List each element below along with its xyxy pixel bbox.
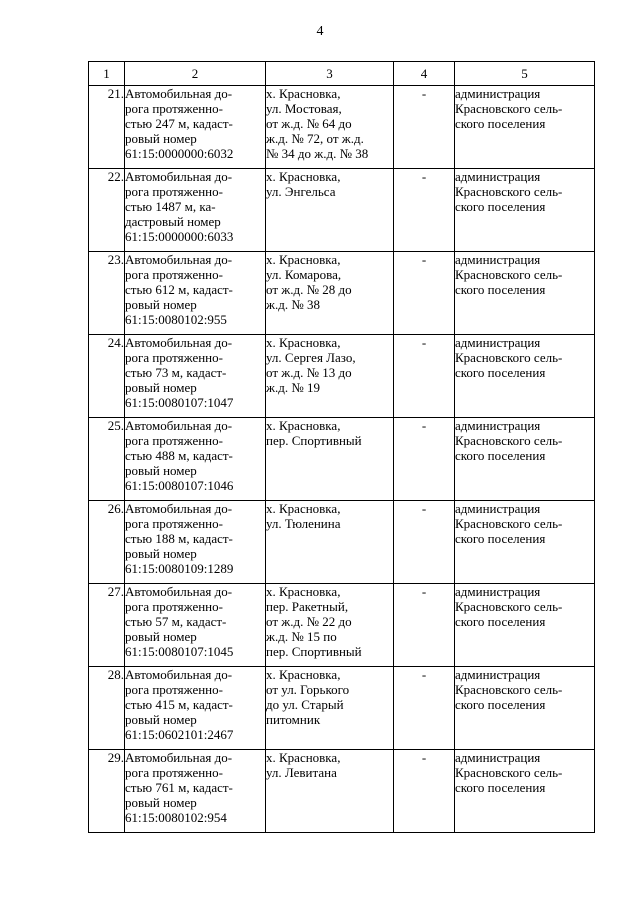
page-number: 4	[316, 24, 324, 39]
road-owner: администрация Красновского сель- ского поселения	[455, 86, 595, 169]
road-owner: администрация Красновского сель- ского поселения	[455, 418, 595, 501]
road-description: Автомобильная до- рога протяженно- стью 612 м, кадаст- ровый номер 61:15:0080102:955	[125, 252, 266, 335]
column-4-value: -	[394, 335, 455, 418]
table-row	[89, 86, 595, 169]
road-address: х. Красновка, ул. Энгельса	[266, 169, 394, 252]
column-4-value: -	[394, 418, 455, 501]
road-description: Автомобильная до- рога протяженно- стью 415 м, кадаст- ровый номер 61:15:0602101:2467	[125, 667, 266, 750]
column-4-value: -	[394, 252, 455, 335]
table-row	[89, 501, 595, 584]
road-owner: администрация Красновского сель- ского поселения	[455, 169, 595, 252]
table-row	[89, 418, 595, 501]
row-number: 23.	[89, 252, 125, 335]
road-description: Автомобильная до- рога протяженно- стью 247 м, кадаст- ровый номер 61:15:0000000:6032	[125, 86, 266, 169]
row-number: 26.	[89, 501, 125, 584]
road-description: Автомобильная до- рога протяженно- стью 1487 м, ка- дастровый номер 61:15:0000000:6033	[125, 169, 266, 252]
road-address: х. Красновка, пер. Ракетный, от ж.д. № 22 до ж.д. № 15 по пер. Спортивный	[266, 584, 394, 667]
road-owner: администрация Красновского сель- ского поселения	[455, 501, 595, 584]
road-address: х. Красновка, пер. Спортивный	[266, 418, 394, 501]
road-owner: администрация Красновского сель- ского поселения	[455, 667, 595, 750]
table-row	[89, 750, 595, 833]
road-address: х. Красновка, ул. Мостовая, от ж.д. № 64 до ж.д. № 72, от ж.д. № 34 до ж.д. № 38	[266, 86, 394, 169]
road-description: Автомобильная до- рога протяженно- стью 761 м, кадаст- ровый номер 61:15:0080102:954	[125, 750, 266, 833]
table-header-row	[89, 62, 595, 86]
row-number: 25.	[89, 418, 125, 501]
road-address: х. Красновка, ул. Комарова, от ж.д. № 28 до ж.д. № 38	[266, 252, 394, 335]
road-description: Автомобильная до- рога протяженно- стью 188 м, кадаст- ровый номер 61:15:0080109:1289	[125, 501, 266, 584]
table-row	[89, 667, 595, 750]
row-number: 28.	[89, 667, 125, 750]
road-address: х. Красновка, ул. Сергея Лазо, от ж.д. № 13 до ж.д. № 19	[266, 335, 394, 418]
table-row	[89, 169, 595, 252]
column-4-value: -	[394, 86, 455, 169]
road-address: х. Красновка, от ул. Горького до ул. Старый питомник	[266, 667, 394, 750]
table-row	[89, 584, 595, 667]
road-description: Автомобильная до- рога протяженно- стью 57 м, кадаст- ровый номер 61:15:0080107:1045	[125, 584, 266, 667]
column-header-2: 2	[125, 62, 266, 86]
column-4-value: -	[394, 667, 455, 750]
column-4-value: -	[394, 750, 455, 833]
row-number: 24.	[89, 335, 125, 418]
row-number: 22.	[89, 169, 125, 252]
column-header-1: 1	[89, 62, 125, 86]
road-owner: администрация Красновского сель- ского поселения	[455, 750, 595, 833]
road-owner: администрация Красновского сель- ского поселения	[455, 252, 595, 335]
column-4-value: -	[394, 501, 455, 584]
row-number: 21.	[89, 86, 125, 169]
road-description: Автомобильная до- рога протяженно- стью 73 м, кадаст- ровый номер 61:15:0080107:1047	[125, 335, 266, 418]
column-4-value: -	[394, 584, 455, 667]
column-4-value: -	[394, 169, 455, 252]
road-owner: администрация Красновского сель- ского поселения	[455, 584, 595, 667]
road-address: х. Красновка, ул. Левитана	[266, 750, 394, 833]
table-row	[89, 335, 595, 418]
column-header-4: 4	[394, 62, 455, 86]
column-header-3: 3	[266, 62, 394, 86]
road-registry-table	[88, 61, 595, 833]
row-number: 27.	[89, 584, 125, 667]
row-number: 29.	[89, 750, 125, 833]
table-row	[89, 252, 595, 335]
road-description: Автомобильная до- рога протяженно- стью 488 м, кадаст- ровый номер 61:15:0080107:1046	[125, 418, 266, 501]
road-owner: администрация Красновского сель- ского поселения	[455, 335, 595, 418]
road-address: х. Красновка, ул. Тюленина	[266, 501, 394, 584]
column-header-5: 5	[455, 62, 595, 86]
